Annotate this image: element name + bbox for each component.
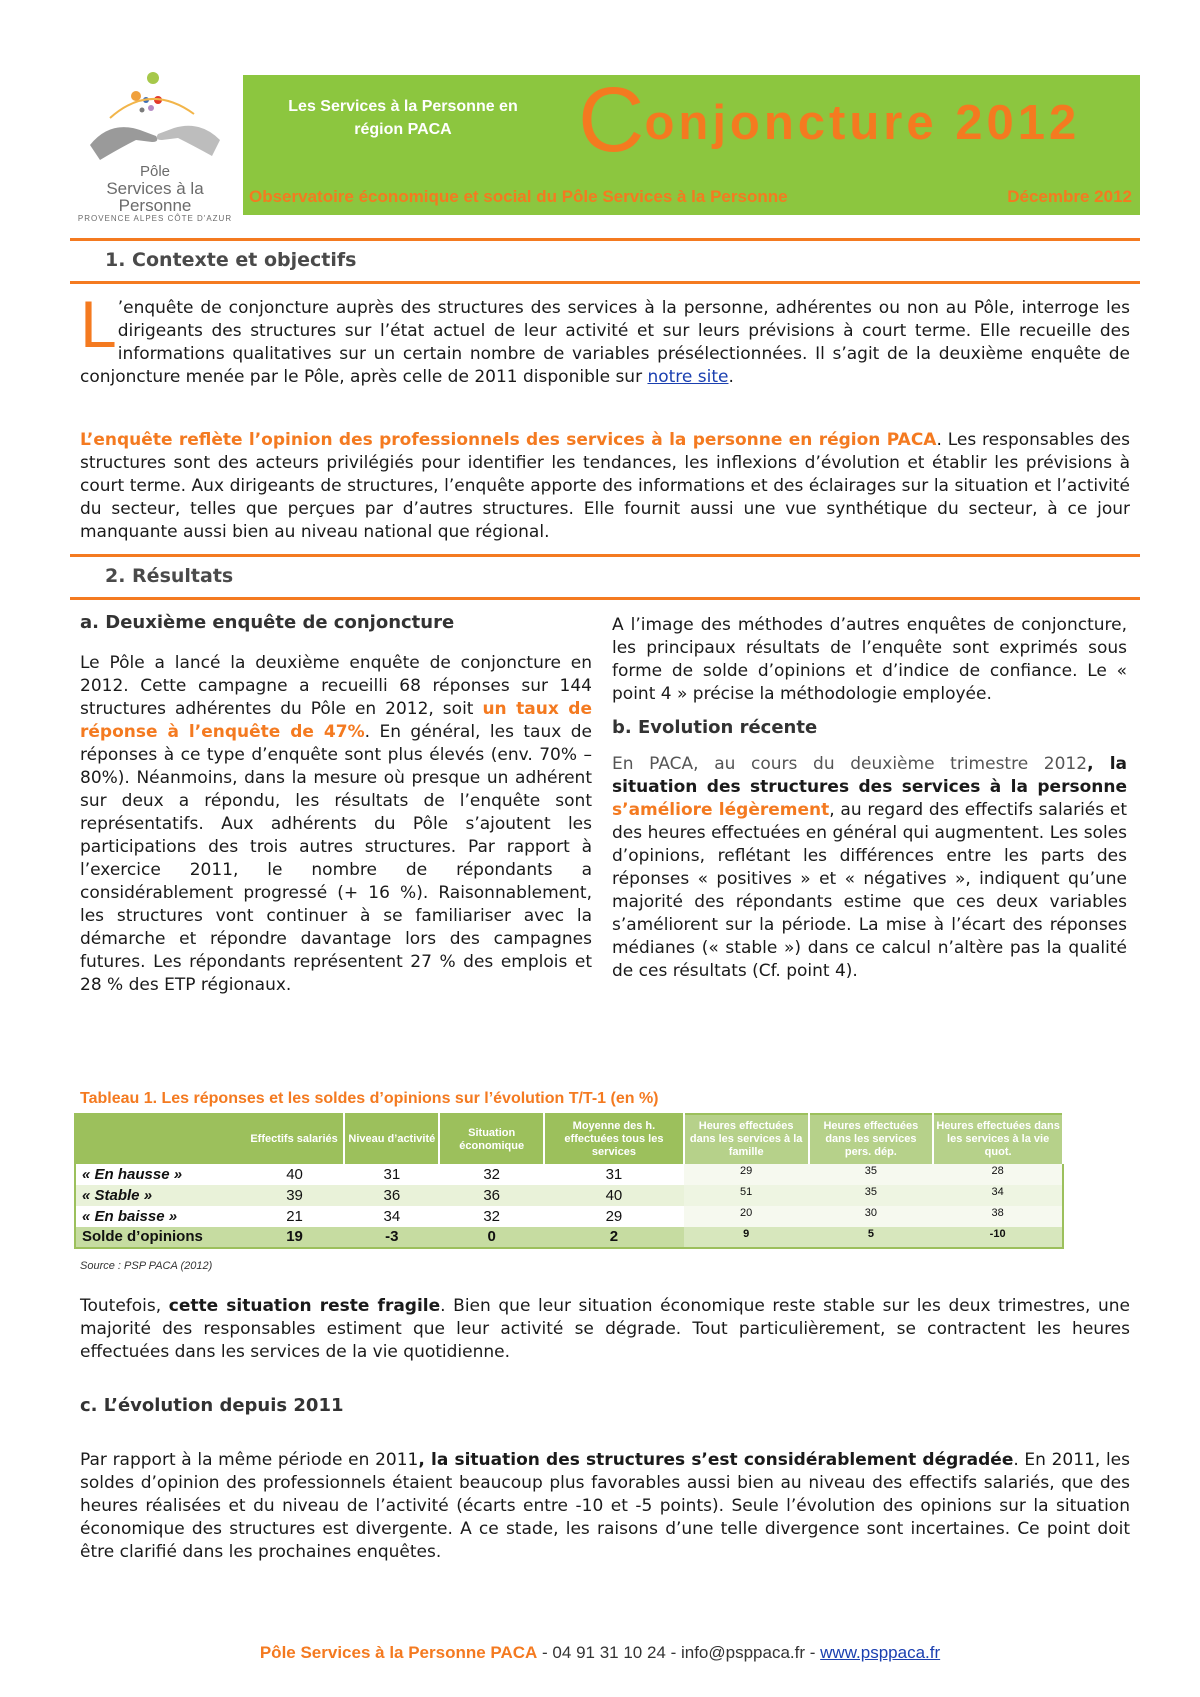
notre-site-link[interactable]: notre site (647, 367, 729, 387)
table-header: Situation économique (439, 1114, 544, 1164)
logo-line-2: Services à la Personne (106, 179, 204, 215)
subsection-b-text-1: En PACA, au cours du deuxième trimestre 2012 (612, 754, 1088, 774)
footer (0, 1643, 1200, 1663)
section-1-p2-highlight: L’enquête reflète l’opinion des professionnels des services à la personne en région PACA (80, 430, 937, 450)
section-2-heading: 2. Résultats (105, 565, 234, 587)
fragile-text-1: Toutefois, (80, 1296, 169, 1316)
table-header: Heures effectuées dans les services à la vie quot. (933, 1114, 1063, 1164)
table-header-row (75, 1114, 1063, 1164)
dropcap: L (80, 287, 117, 361)
section-1-p2-text: . Les responsables des structures sont des acteurs privilégiés pour identifier les tendances, les inflexions d’évolution et établir les prévisions à court terme. Aux dirigeants de structures, l’enquête apporte des informations et des éclairages sur la situation et l’activité du secteur, telles que perçues par d’autres structures. Elle fournit aussi une vue synthétique du secteur, à ce jour manquante aussi bien au niveau national que régional. (80, 430, 1130, 542)
table-row (75, 1164, 1063, 1185)
table-row (75, 1185, 1063, 1206)
row-label: « En hausse » (75, 1164, 245, 1185)
right-column (612, 614, 1127, 983)
table-title: Tableau 1. Les réponses et les soldes d’opinions sur l’évolution T/T-1 (en %) (80, 1090, 659, 1107)
table-cell: -3 (344, 1227, 439, 1248)
table-cell: 0 (439, 1227, 544, 1248)
table-cell: 36 (344, 1185, 439, 1206)
section-1-p1-text: ’enquête de conjoncture auprès des structures des services à la personne, adhérentes ou non au Pôle, interroge les dirigeants des structures sur l’état actuel de leur activité et sur leurs prévisions à court terme. Elle recueille des informations qualitatives sur un certain nombre de variables présélectionnées. Il s’agit de la deuxième enquête de conjoncture menée par le Pôle, après celle de 2011 disponible sur (80, 298, 1130, 387)
logo-hands-icon (70, 70, 240, 165)
table-header-corner (75, 1114, 245, 1164)
table-cell: 30 (809, 1206, 934, 1227)
subsection-c-text-2: . En 2011, les soldes d’opinion des professionnels étaient beaucoup plus favorables aussi bien au niveau des effectifs salariés, que des heures réalisées et du niveau de l’activité (écarts entre -10 et -5 points). Seule l’évolution des opinions sur la situation économique des structures est divergente. A ce stade, les raisons d’une telle divergence sont incertaines. Ce point doit être clarifié dans les prochaines enquêtes. (80, 1450, 1130, 1562)
table-row (75, 1206, 1063, 1227)
table-cell: 19 (245, 1227, 345, 1248)
table-cell: 51 (684, 1185, 809, 1206)
opinions-table (74, 1113, 1064, 1249)
logo (70, 70, 240, 223)
subsection-b-bold: , la situation des structures des services à la personne (612, 754, 1127, 797)
footer-org: Pôle Services à la Personne PACA (259, 1643, 538, 1662)
header-banner (243, 69, 1140, 215)
table-cell: 31 (544, 1164, 684, 1185)
section-1-paragraph-1 (80, 287, 1130, 389)
banner-tagline-line-1: Les Services à la Personne en (288, 98, 518, 115)
section-2-heading-bar (70, 554, 1140, 600)
table-cell: 21 (245, 1206, 345, 1227)
fragile-paragraph (80, 1295, 1130, 1364)
table-source: Source : PSP PACA (2012) (80, 1260, 213, 1272)
logo-line-1: Pôle (139, 163, 171, 180)
table-row-total (75, 1227, 1063, 1248)
subsection-c-text-1: Par rapport à la même période en 2011 (80, 1450, 419, 1470)
fragile-text-2: . Bien que leur situation économique reste stable sur les deux trimestres, une majorité des responsables estiment que leur activité se dégrade. Tout particulièrement, se contractent les heures effectuées dans les services de la vie quotidienne. (80, 1296, 1130, 1362)
table-cell: 40 (544, 1185, 684, 1206)
footer-contact: - 04 91 31 10 24 - info@psppaca.fr - (537, 1643, 821, 1662)
table-header: Heures effectuées dans les services à la famille (684, 1114, 809, 1164)
table-cell: 5 (809, 1227, 934, 1248)
table-cell: 28 (933, 1164, 1063, 1185)
subsection-c-bold: , la situation des structures s’est considérablement dégradée (418, 1450, 1014, 1470)
section-1-heading-bar (70, 238, 1140, 284)
logo-line-3: PROVENCE ALPES CÔTE D'AZUR (77, 214, 233, 223)
fragile-bold: cette situation reste fragile (168, 1296, 441, 1316)
subsection-b-text-2: , au regard des effectifs salariés et des heures effectuées en général qui augmentent. Les soles d’opinions, reflétant les différences entre les parts des réponses « positives » et « négatives », indiquent qu’une majorité des répondants estime que ces deux variables s’améliorent sur la période. La mise à l’écart des réponses médianes (« stable ») dans ce calcul n’altère pas la qualité de ces résultats (Cf. point 4). (612, 800, 1127, 981)
table-header: Effectifs salariés (245, 1114, 345, 1164)
banner-subtitle-row (249, 187, 1132, 207)
section-1-heading: 1. Contexte et objectifs (105, 249, 357, 271)
subsection-a-text-1: Le Pôle a lancé la deuxième enquête de conjoncture en 2012. Cette campagne a recueilli 68 réponses sur 144 structures adhérentes du Pôle en 2012, soit (80, 653, 592, 719)
subsection-a-heading: a. Deuxième enquête de conjoncture (80, 612, 455, 633)
banner-title (578, 69, 1081, 171)
table-cell: 40 (245, 1164, 345, 1185)
section-1-paragraph-2 (80, 429, 1130, 544)
table-header: Niveau d’activité (344, 1114, 439, 1164)
table-cell: 38 (933, 1206, 1063, 1227)
table-cell: 32 (439, 1164, 544, 1185)
banner-date: Décembre 2012 (1007, 187, 1132, 206)
row-label: « En baisse » (75, 1206, 245, 1227)
subsection-a-text (80, 652, 592, 997)
banner-tagline (243, 95, 563, 141)
subsection-b-heading: b. Evolution récente (612, 717, 818, 738)
table-cell: 39 (245, 1185, 345, 1206)
response-rate-highlight: un taux de réponse à l’enquête de 47% (80, 699, 592, 742)
subsection-b-text (612, 753, 1127, 983)
improvement-highlight: s’améliore légèrement (612, 800, 830, 820)
subsection-c-heading: c. L’évolution depuis 2011 (80, 1395, 344, 1416)
table-cell: 31 (344, 1164, 439, 1185)
banner-title-initial: C (578, 69, 645, 171)
row-label: « Stable » (75, 1185, 245, 1206)
table-cell: 32 (439, 1206, 544, 1227)
table-cell: 34 (933, 1185, 1063, 1206)
subsection-c-paragraph (80, 1449, 1130, 1564)
table-cell: 36 (439, 1185, 544, 1206)
subsection-a-text-2: . En général, les taux de réponses à ce type d’enquête sont plus élevés (env. 70% – 80%). Néanmoins, dans la mesure où presque un adhérent sur deux a répondu, les résultats de l’enquête sont représentatifs. Aux adhérents du Pôle s’ajoutent les participations des trois autres structures. Par rapport à l’exercice 2011, le nombre de répondants a considérablement progressé (+ 16 %). Raisonnablement, les structures vont continuer à se familiariser avec la démarche et répondre davantage lors des campagnes futures. Les répondants représentent 27 % des emplois et 28 % des ETP régionaux. (80, 722, 592, 995)
method-paragraph: A l’image des méthodes d’autres enquêtes de conjoncture, les principaux résultats de l’enquête sont exprimés sous forme de solde d’opinions et d’indice de confiance. Le « point 4 » précise la méthodologie employée. (612, 615, 1127, 704)
row-label: Solde d’opinions (75, 1227, 245, 1248)
left-column (80, 611, 592, 997)
banner-title-rest: onjoncture 2012 (644, 96, 1081, 150)
table-cell: 35 (809, 1185, 934, 1206)
table-cell: 29 (544, 1206, 684, 1227)
table-cell: 2 (544, 1227, 684, 1248)
table-cell: -10 (933, 1227, 1063, 1248)
table-cell: 29 (684, 1164, 809, 1185)
table-header: Heures effectuées dans les services pers. dép. (809, 1114, 934, 1164)
table-cell: 34 (344, 1206, 439, 1227)
table-cell: 35 (809, 1164, 934, 1185)
section-1-p1-end: . (728, 367, 734, 387)
banner-subtitle: Observatoire économique et social du Pôle Services à la Personne (249, 187, 788, 206)
table-header: Moyenne des h. effectuées tous les services (544, 1114, 684, 1164)
banner-tagline-line-2: région PACA (354, 121, 452, 138)
footer-website-link[interactable]: www.psppaca.fr (820, 1643, 941, 1662)
table-cell: 20 (684, 1206, 809, 1227)
table-cell: 9 (684, 1227, 809, 1248)
